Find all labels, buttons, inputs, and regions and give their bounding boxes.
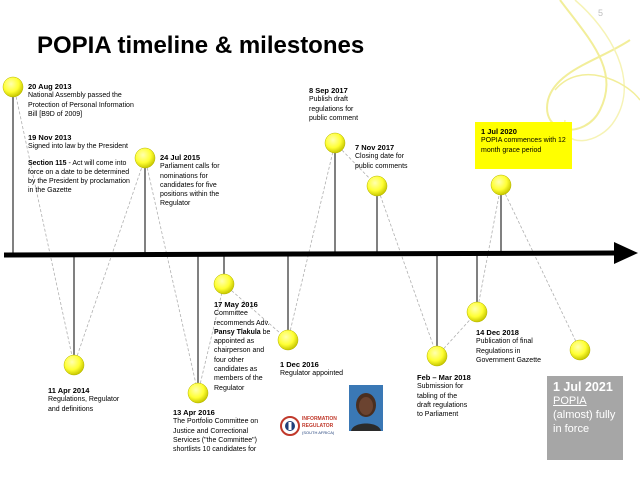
event-description: Parliament calls for nominations for candidates for five positions within the Regulator bbox=[160, 163, 220, 208]
event-14-dec-2018 bbox=[476, 328, 546, 365]
event-1-dec-2016 bbox=[280, 360, 360, 379]
event-date: 8 Sep 2017 bbox=[309, 86, 348, 95]
event-date: 17 May 2016 bbox=[214, 300, 258, 309]
information-regulator-logo bbox=[280, 409, 340, 443]
event-description: Publication of final Regulations in Government Gazette bbox=[476, 338, 541, 364]
event-feb-mar-2018 bbox=[417, 373, 471, 419]
desc-part: be appointed as chairperson and four other candidates as members of the Regulator bbox=[214, 328, 271, 392]
event-date: 7 Nov 2017 bbox=[355, 143, 395, 152]
event-description: The Portfolio Committee on Justice and Correctional Services ("the Committee") shortlists 10 candidates for bbox=[173, 418, 259, 454]
event-20-aug-2013 bbox=[28, 82, 138, 119]
event-date: 20 Aug 2013 bbox=[28, 82, 72, 91]
candidate-name: Pansy Tlakula bbox=[214, 328, 261, 336]
event-date: Feb – Mar 2018 bbox=[417, 373, 471, 382]
event-date: 11 Apr 2014 bbox=[48, 386, 90, 395]
event-date: 1 Dec 2016 bbox=[280, 360, 319, 369]
event-11-apr-2014 bbox=[48, 386, 128, 414]
event-description bbox=[214, 309, 274, 393]
event-7-nov-2017 bbox=[355, 143, 417, 171]
event-24-jul-2015 bbox=[160, 153, 238, 209]
slide-number: 5 bbox=[598, 8, 604, 18]
desc-part: Committee recommends Adv. bbox=[214, 310, 270, 327]
event-description: Submission for tabling of the draft regulations to Parliament bbox=[417, 383, 468, 419]
event-description: Regulator appointed bbox=[280, 370, 344, 378]
logo-line-2: REGULATOR bbox=[302, 423, 334, 429]
event-date: 1 Jul 2020 bbox=[481, 127, 517, 136]
note-label: Section 115 bbox=[28, 159, 67, 167]
final-date: 1 Jul 2021 bbox=[553, 380, 613, 394]
logo-line-1: INFORMATION bbox=[302, 416, 337, 422]
event-date: 19 Nov 2013 bbox=[28, 133, 72, 142]
popia-link[interactable]: POPIA bbox=[553, 395, 587, 407]
event-description: POPIA commences with 12 month grace period bbox=[481, 137, 566, 154]
event-1-jul-2020 bbox=[481, 127, 569, 155]
event-date: 13 Apr 2016 bbox=[173, 408, 215, 417]
full-force-box bbox=[547, 376, 623, 460]
event-date: 24 Jul 2015 bbox=[160, 153, 201, 162]
event-17-may-2016 bbox=[214, 300, 274, 393]
event-19-nov-2013 bbox=[28, 133, 130, 196]
event-description: Publish draft regulations for public comment bbox=[309, 96, 359, 122]
logo-line-3: (SOUTH AFRICA) bbox=[302, 430, 335, 435]
event-13-apr-2016 bbox=[173, 408, 269, 454]
note-text: - Act will come into force on a date to be determined by the President by proclamation in the Gazette bbox=[28, 159, 130, 195]
event-8-sep-2017 bbox=[309, 86, 369, 123]
section-115-note bbox=[28, 159, 130, 196]
final-text: (almost) fully in force bbox=[553, 409, 616, 435]
event-description: National Assembly passed the Protection of Personal Information Bill [B9D of 2009] bbox=[28, 92, 134, 118]
event-description: Signed into law by the President bbox=[28, 143, 129, 151]
chairperson-photo bbox=[349, 385, 383, 431]
timeline-axis bbox=[4, 242, 638, 264]
event-description: Regulations, Regulator and definitions bbox=[48, 396, 120, 413]
slide-title: POPIA timeline & milestones bbox=[37, 32, 365, 59]
event-date: 14 Dec 2018 bbox=[476, 328, 519, 337]
event-description: Closing date for public comments bbox=[355, 153, 408, 170]
